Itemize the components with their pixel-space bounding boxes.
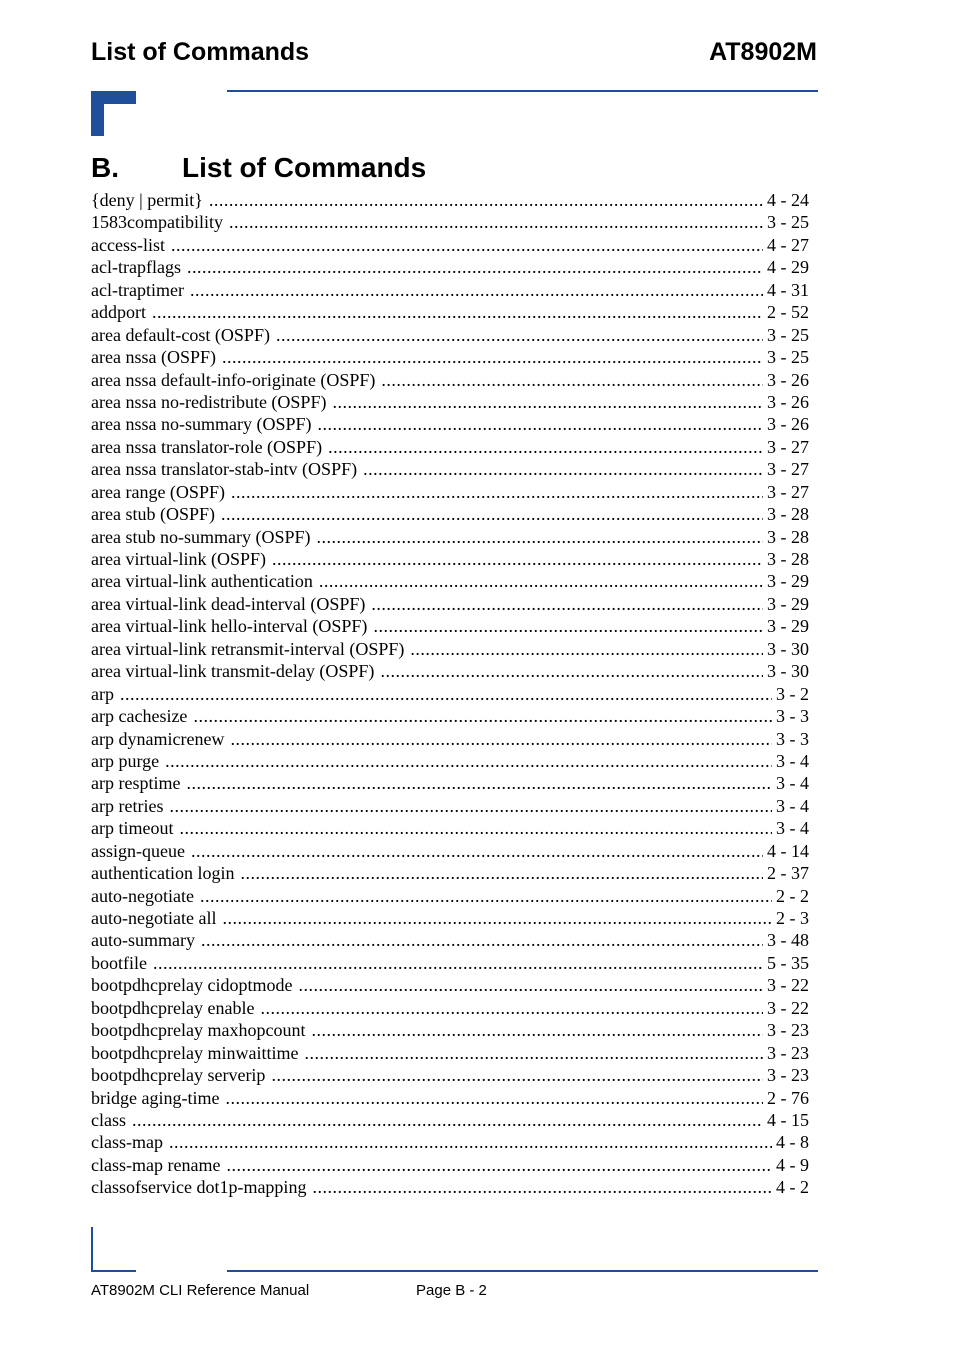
section-title [91, 150, 426, 186]
command-page: 4 - 24 [767, 190, 809, 210]
command-name: area range (OSPF) [91, 481, 225, 502]
dot-leader [298, 974, 763, 996]
command-page: 3 - 4 [776, 795, 809, 816]
dot-leader [226, 1154, 772, 1176]
command-name: area virtual-link retransmit-interval (OSPF) [91, 638, 405, 659]
command-entry[interactable] [91, 817, 809, 839]
dot-leader [171, 234, 763, 256]
command-entry[interactable] [91, 929, 809, 951]
command-entry[interactable] [91, 1131, 809, 1153]
dot-leader [380, 660, 763, 682]
command-name: acl-traptimer [91, 279, 184, 300]
command-page: 3 - 28 [767, 504, 809, 525]
dot-leader [276, 324, 763, 346]
command-name: area nssa default-info-originate (OSPF) [91, 369, 376, 390]
command-name: bootpdhcprelay enable [91, 997, 255, 1018]
command-entry[interactable] [91, 346, 809, 368]
command-entry[interactable] [91, 885, 809, 907]
command-page: 3 - 23 [767, 1065, 809, 1086]
dot-leader [132, 1109, 763, 1131]
command-page: 3 - 27 [767, 481, 809, 502]
command-name: bootpdhcprelay serverip [91, 1065, 266, 1086]
dot-leader [332, 391, 763, 413]
dot-leader [221, 503, 763, 525]
command-name: area stub no-summary (OSPF) [91, 526, 311, 547]
footer-rule [227, 1270, 818, 1272]
command-entry[interactable] [91, 369, 809, 391]
command-page: 3 - 26 [767, 391, 809, 412]
dot-leader [317, 413, 763, 435]
command-entry[interactable] [91, 570, 809, 592]
command-entry[interactable] [91, 1176, 809, 1198]
command-entry[interactable] [91, 728, 809, 750]
command-entry[interactable] [91, 189, 809, 211]
command-entry[interactable] [91, 795, 809, 817]
command-page: 3 - 3 [776, 706, 809, 727]
footer-manual-title: AT8902M CLI Reference Manual [91, 1282, 310, 1299]
command-name: area nssa no-summary (OSPF) [91, 414, 312, 435]
command-entry[interactable] [91, 503, 809, 525]
command-name: area virtual-link (OSPF) [91, 549, 266, 569]
dot-leader [200, 885, 772, 907]
command-entry[interactable] [91, 211, 809, 233]
command-entry[interactable] [91, 301, 809, 323]
command-name: bridge aging-time [91, 1087, 220, 1108]
command-entry[interactable] [91, 683, 809, 705]
command-name: bootfile [91, 952, 147, 973]
dot-leader [230, 728, 772, 750]
dot-leader [410, 638, 763, 660]
command-entry[interactable] [91, 413, 809, 435]
command-name: bootpdhcprelay minwaittime [91, 1042, 299, 1063]
command-page: 2 - 2 [776, 885, 809, 906]
command-name: area default-cost (OSPF) [91, 324, 270, 345]
command-name: area virtual-link transmit-delay (OSPF) [91, 661, 375, 682]
command-page: 4 - 15 [767, 1109, 809, 1130]
command-page: 3 - 28 [767, 526, 809, 547]
command-name: acl-trapflags [91, 257, 181, 278]
command-page: 3 - 26 [767, 369, 809, 390]
command-entry[interactable] [91, 1154, 809, 1176]
command-name: auto-summary [91, 930, 195, 951]
command-page: 3 - 25 [767, 347, 809, 368]
dot-leader [169, 795, 772, 817]
dot-leader [304, 1042, 763, 1064]
command-entry[interactable] [91, 324, 809, 346]
command-name: area nssa no-redistribute (OSPF) [91, 391, 327, 412]
command-page: 3 - 29 [767, 593, 809, 614]
command-name: area nssa translator-role (OSPF) [91, 436, 323, 457]
dot-leader [165, 750, 772, 772]
dot-leader [381, 369, 763, 391]
command-entry[interactable] [91, 256, 809, 278]
command-page: 4 - 2 [776, 1177, 809, 1198]
command-name: bootpdhcprelay maxhopcount [91, 1020, 306, 1041]
section-heading: List of Commands [182, 152, 427, 183]
command-page: 3 - 3 [776, 728, 809, 749]
command-name: class-map rename [91, 1154, 221, 1175]
dot-leader [229, 211, 763, 233]
dot-leader [191, 840, 763, 862]
command-entry[interactable] [91, 526, 809, 548]
command-page: 3 - 27 [767, 436, 809, 457]
command-name: class [91, 1109, 126, 1130]
dot-leader [179, 817, 772, 839]
dot-leader [373, 615, 763, 637]
command-page: 4 - 31 [767, 279, 809, 300]
dot-leader [190, 279, 763, 301]
command-page: 3 - 27 [767, 459, 809, 480]
command-page: 3 - 2 [776, 683, 809, 704]
command-entry[interactable] [91, 638, 809, 660]
command-page: 4 - 29 [767, 257, 809, 278]
command-page: 4 - 9 [776, 1154, 809, 1175]
command-page: 3 - 4 [776, 750, 809, 771]
command-page: 2 - 52 [767, 302, 809, 323]
dot-leader [193, 705, 772, 727]
command-name: arp purge [91, 750, 160, 771]
dot-leader [316, 526, 763, 548]
command-name: class-map [91, 1132, 163, 1153]
command-entry[interactable] [91, 1042, 809, 1064]
command-name: arp [91, 683, 114, 704]
dot-leader [201, 929, 763, 951]
command-name: authentication login [91, 863, 235, 884]
command-entry[interactable] [91, 279, 809, 301]
command-name: 1583compatibility [91, 212, 223, 233]
command-page: 5 - 35 [767, 952, 809, 973]
header-title-left: List of Commands [91, 38, 310, 66]
command-page: 3 - 26 [767, 414, 809, 435]
header-title-right: AT8902M [709, 38, 817, 66]
command-entry[interactable] [91, 862, 809, 884]
command-name: auto-negotiate [91, 885, 194, 906]
command-entry[interactable] [91, 391, 809, 413]
dot-leader [120, 683, 772, 705]
command-name: arp resptime [91, 773, 181, 794]
command-name: auto-negotiate all [91, 908, 217, 928]
command-name: arp retries [91, 795, 164, 816]
dot-leader [186, 772, 772, 794]
command-page: 2 - 37 [767, 863, 809, 884]
command-page: 3 - 4 [776, 818, 809, 839]
dot-leader [311, 1019, 763, 1041]
dot-leader [328, 436, 763, 458]
dot-leader [319, 570, 763, 592]
dot-leader [209, 189, 763, 211]
dot-leader [363, 458, 763, 480]
command-entry[interactable] [91, 660, 809, 682]
command-name: {deny | permit} [91, 190, 203, 210]
command-page: 4 - 27 [767, 234, 809, 255]
command-entry[interactable] [91, 1064, 809, 1086]
command-page: 3 - 23 [767, 1020, 809, 1041]
command-entry[interactable] [91, 548, 809, 570]
command-name: area virtual-link authentication [91, 571, 313, 592]
command-page: 3 - 28 [767, 549, 809, 569]
command-name: area nssa (OSPF) [91, 347, 216, 368]
command-entry[interactable] [91, 1019, 809, 1041]
command-page: 4 - 8 [776, 1132, 809, 1153]
command-page: 3 - 23 [767, 1042, 809, 1063]
command-entry[interactable] [91, 234, 809, 256]
command-page: 3 - 22 [767, 997, 809, 1018]
command-entry[interactable] [91, 997, 809, 1019]
command-name: area virtual-link hello-interval (OSPF) [91, 616, 368, 637]
command-entry[interactable] [91, 705, 809, 727]
command-name: classofservice dot1p-mapping [91, 1177, 307, 1198]
command-page: 3 - 48 [767, 930, 809, 951]
dot-leader [187, 256, 763, 278]
command-page: 3 - 29 [767, 616, 809, 637]
command-entry[interactable] [91, 907, 809, 929]
command-name: area virtual-link dead-interval (OSPF) [91, 593, 366, 614]
command-name: arp dynamicrenew [91, 728, 225, 749]
dot-leader [231, 481, 763, 503]
command-entry[interactable] [91, 772, 809, 794]
dot-leader [169, 1131, 772, 1153]
command-name: area nssa translator-stab-intv (OSPF) [91, 459, 358, 480]
command-entry[interactable] [91, 952, 809, 974]
dot-leader [271, 1064, 763, 1086]
command-page: 3 - 22 [767, 975, 809, 996]
command-page: 3 - 25 [767, 212, 809, 233]
dot-leader [272, 548, 763, 570]
command-page: 4 - 14 [767, 840, 809, 861]
command-page: 3 - 30 [767, 638, 809, 659]
dot-leader [152, 301, 763, 323]
command-name: access-list [91, 234, 165, 255]
dot-leader [371, 593, 763, 615]
command-entry[interactable] [91, 593, 809, 615]
header-rule [227, 90, 818, 92]
dot-leader [222, 907, 772, 929]
dot-leader [260, 997, 763, 1019]
command-name: addport [91, 302, 146, 323]
command-name: area stub (OSPF) [91, 504, 215, 525]
command-entry[interactable] [91, 840, 809, 862]
command-entry[interactable] [91, 615, 809, 637]
command-entry[interactable] [91, 481, 809, 503]
dot-leader [240, 862, 763, 884]
command-page: 3 - 25 [767, 324, 809, 345]
dot-leader [312, 1176, 772, 1198]
command-name: arp cachesize [91, 706, 188, 727]
dot-leader [153, 952, 763, 974]
footer-page-number: Page B - 2 [416, 1282, 487, 1299]
command-name: arp timeout [91, 818, 174, 839]
dot-leader [225, 1087, 763, 1109]
command-name: assign-queue [91, 840, 185, 861]
command-entry[interactable] [91, 436, 809, 458]
command-page: 2 - 76 [767, 1087, 809, 1108]
command-name: bootpdhcprelay cidoptmode [91, 975, 293, 996]
command-entry[interactable] [91, 974, 809, 996]
command-entry[interactable] [91, 458, 809, 480]
section-letter: B. [91, 152, 119, 183]
command-index-list [91, 189, 809, 1199]
footer-bracket-icon [91, 1227, 136, 1272]
command-page: 3 - 30 [767, 661, 809, 682]
command-page: 2 - 3 [776, 908, 809, 928]
dot-leader [222, 346, 763, 368]
corner-bracket-icon [91, 91, 136, 136]
command-page: 3 - 29 [767, 571, 809, 592]
command-entry[interactable] [91, 1109, 809, 1131]
command-entry[interactable] [91, 750, 809, 772]
command-entry[interactable] [91, 1087, 809, 1109]
command-page: 3 - 4 [776, 773, 809, 794]
